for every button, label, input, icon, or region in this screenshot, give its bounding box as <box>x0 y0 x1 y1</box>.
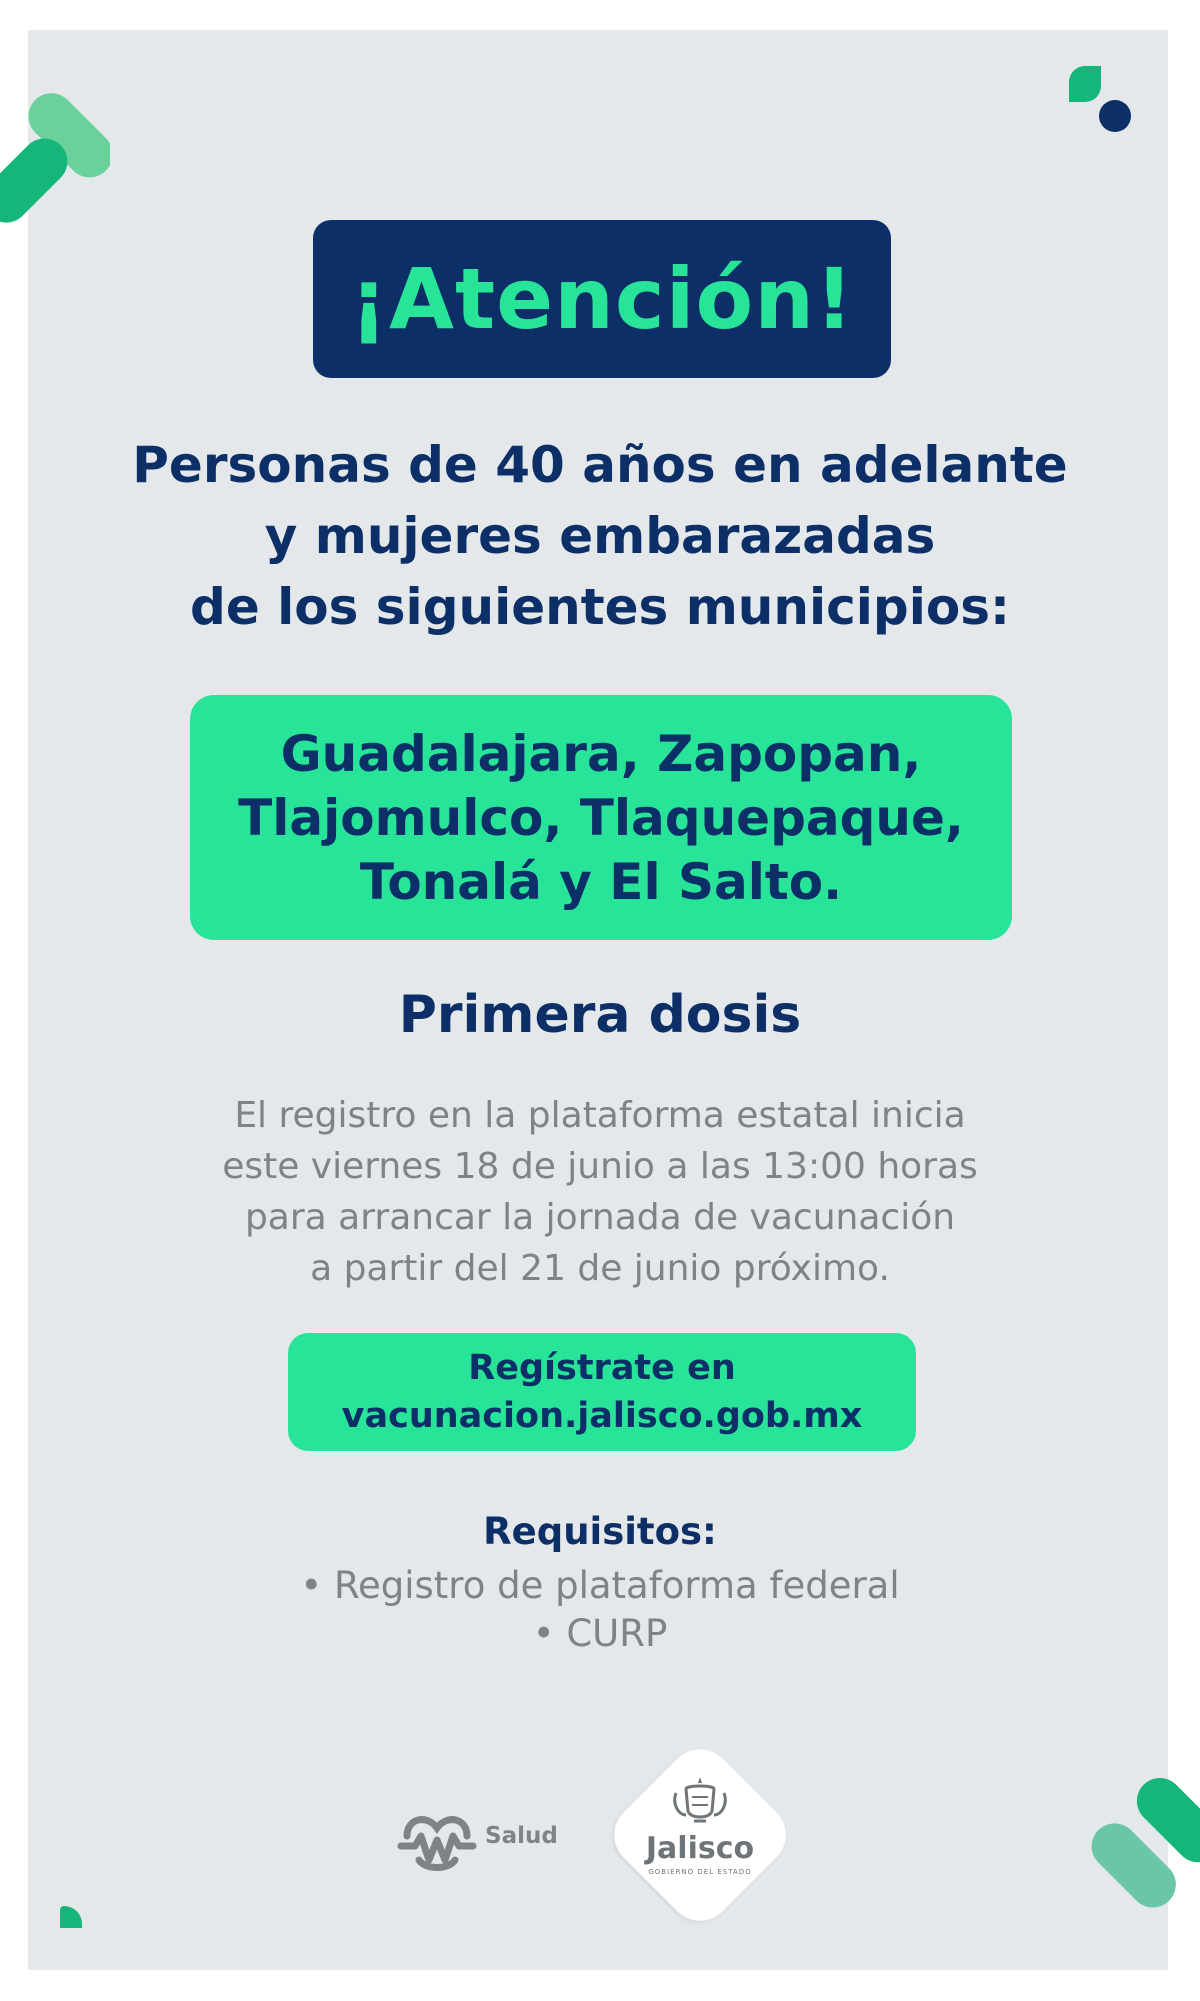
leaf-decoration-bottom-left <box>60 1906 82 1928</box>
requirement-item: • Registro de plataforma federal <box>300 1564 900 1607</box>
municipalities-box <box>190 695 1012 940</box>
requirements-title: Requisitos: <box>483 1510 717 1553</box>
info-line: a partir del 21 de junio próximo. <box>310 1248 890 1289</box>
jalisco-logo-name: Jalisco <box>645 1831 755 1866</box>
attention-banner <box>313 220 891 378</box>
municipalities-line: Tlajomulco, Tlaquepaque, <box>238 788 964 847</box>
dose-title: Primera dosis <box>398 985 802 1045</box>
jalisco-logo-subtitle: GOBIERNO DEL ESTADO <box>648 1868 752 1876</box>
headline-line: de los siguientes municipios: <box>190 578 1010 636</box>
jalisco-logo <box>605 1775 795 1905</box>
coat-of-arms-icon <box>672 1775 728 1827</box>
register-label: Regístrate en <box>468 1348 736 1388</box>
register-link-box[interactable] <box>288 1333 916 1451</box>
dot-decoration-top-right <box>1065 62 1145 142</box>
info-line: para arrancar la jornada de vacunación <box>244 1197 956 1238</box>
requirement-item: • CURP <box>532 1612 668 1655</box>
municipalities-line: Guadalajara, Zapopan, <box>280 724 922 783</box>
headline-line: y mujeres embarazadas <box>264 507 936 565</box>
salud-logo-label: Salud <box>485 1823 558 1849</box>
headline-line: Personas de 40 años en adelante <box>132 436 1068 494</box>
audience-headline <box>60 430 1140 643</box>
registration-info <box>120 1090 1080 1294</box>
chevron-decoration-bottom-right <box>1090 1745 1200 1925</box>
salud-logo-icon <box>397 1808 477 1876</box>
info-line: El registro en la plataforma estatal inicia <box>234 1095 966 1136</box>
info-line: este viernes 18 de junio a las 13:00 horas <box>222 1146 978 1187</box>
chevron-decoration-top-left <box>0 80 110 250</box>
attention-heading: ¡Atención! <box>349 250 855 348</box>
register-url[interactable]: vacunacion.jalisco.gob.mx <box>341 1396 863 1436</box>
municipalities-line: Tonalá y El Salto. <box>359 852 843 911</box>
requirements-list <box>0 1562 1200 1658</box>
